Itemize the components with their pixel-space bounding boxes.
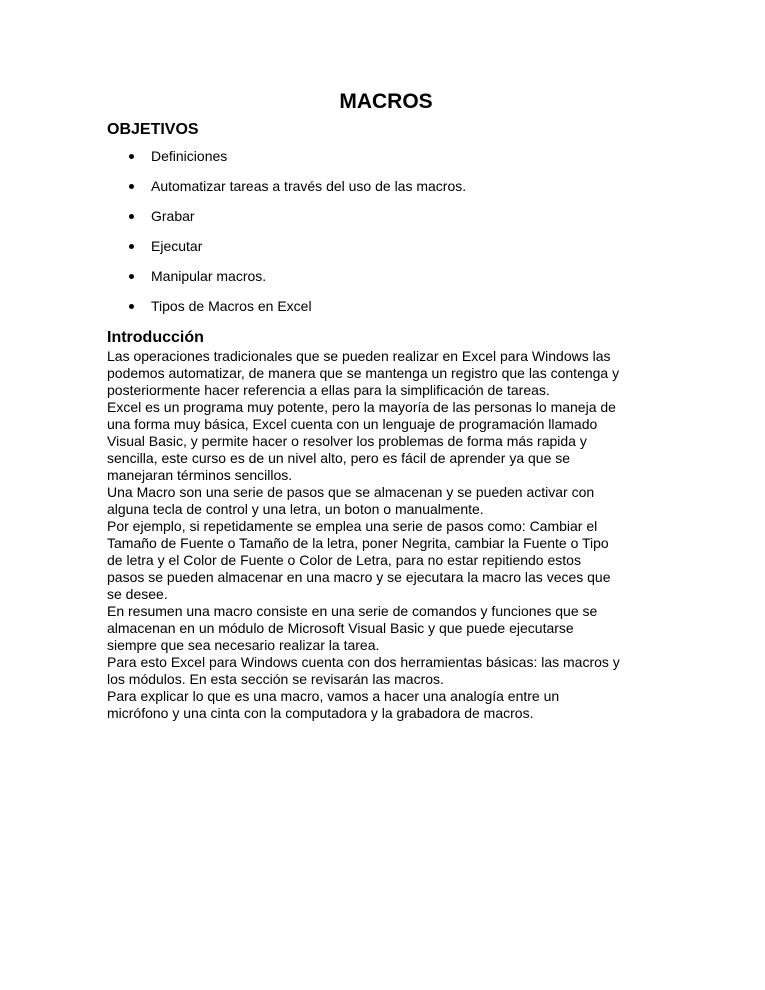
intro-heading: Introducción (107, 329, 204, 346)
text-line: almacenan en un módulo de Microsoft Visual Basic y que puede ejecutarse (107, 620, 574, 636)
intro-paragraph (107, 688, 659, 722)
text-line: Las operaciones tradicionales que se pueden realizar en Excel para Windows las (107, 348, 611, 364)
objective-text: Grabar (151, 208, 195, 224)
bullet-icon (129, 244, 134, 249)
text-line: Tamaño de Fuente o Tamaño de la letra, poner Negrita, cambiar la Fuente o Tipo (107, 535, 609, 551)
objective-text: Ejecutar (151, 238, 203, 254)
text-line: Por ejemplo, si repetidamente se emplea una serie de pasos como: Cambiar el (107, 518, 598, 534)
objective-text: Tipos de Macros en Excel (151, 298, 312, 314)
objectives-list (107, 148, 659, 315)
list-item (107, 208, 659, 225)
text-line: Excel es un programa muy potente, pero la mayoría de las personas lo maneja de (107, 399, 616, 415)
text-line: los módulos. En esta sección se revisarán las macros. (107, 671, 444, 687)
text-line: siempre que sea necesario realizar la tarea. (107, 637, 380, 653)
bullet-icon (129, 214, 134, 219)
text-line: Para esto Excel para Windows cuenta con dos herramientas básicas: las macros y (107, 654, 620, 670)
objective-text: Automatizar tareas a través del uso de las macros. (151, 178, 467, 194)
intro-paragraph (107, 654, 659, 688)
intro-paragraph (107, 603, 659, 654)
text-line: alguna tecla de control y una letra, un boton o manualmente. (107, 501, 484, 517)
list-item (107, 178, 659, 195)
text-line: manejaran términos sencillos. (107, 467, 293, 483)
text-line: una forma muy básica, Excel cuenta con un lenguaje de programación llamado (107, 416, 598, 432)
text-line: Una Macro son una serie de pasos que se almacenan y se pueden activar con (107, 484, 595, 500)
bullet-icon (129, 154, 134, 159)
list-item (107, 298, 659, 315)
intro-paragraph (107, 399, 659, 484)
objective-text: Definiciones (151, 148, 228, 164)
text-line: En resumen una macro consiste en una serie de comandos y funciones que se (107, 603, 598, 619)
bullet-icon (129, 274, 134, 279)
text-line: pasos se pueden almacenar en una macro y se ejecutara la macro las veces que (107, 569, 611, 585)
intro-paragraph (107, 518, 659, 603)
text-line: se desee. (107, 586, 168, 602)
text-line: Para explicar lo que es una macro, vamos a hacer una analogía entre un (107, 688, 560, 704)
objectives-heading: OBJETIVOS (107, 121, 199, 138)
text-line: de letra y el Color de Fuente o Color de Letra, para no estar repitiendo estos (107, 552, 581, 568)
text-line: micrófono y una cinta con la computadora y la grabadora de macros. (107, 705, 534, 721)
text-line: sencilla, este curso es de un nivel alto, pero es fácil de aprender ya que se (107, 450, 571, 466)
text-line: posteriormente hacer referencia a ellas para la simplificación de tareas. (107, 382, 550, 398)
document-page (107, 90, 659, 722)
objective-text: Manipular macros. (151, 268, 267, 284)
text-line: Visual Basic, y permite hacer o resolver los problemas de forma más rapida y (107, 433, 587, 449)
document-title: MACROS (339, 90, 433, 113)
intro-paragraph (107, 484, 659, 518)
text-line: podemos automatizar, de manera que se mantenga un registro que las contenga y (107, 365, 620, 381)
list-item (107, 238, 659, 255)
intro-body (107, 348, 659, 722)
bullet-icon (129, 184, 134, 189)
list-item (107, 148, 659, 165)
bullet-icon (129, 304, 134, 309)
intro-paragraph (107, 348, 659, 399)
list-item (107, 268, 659, 285)
